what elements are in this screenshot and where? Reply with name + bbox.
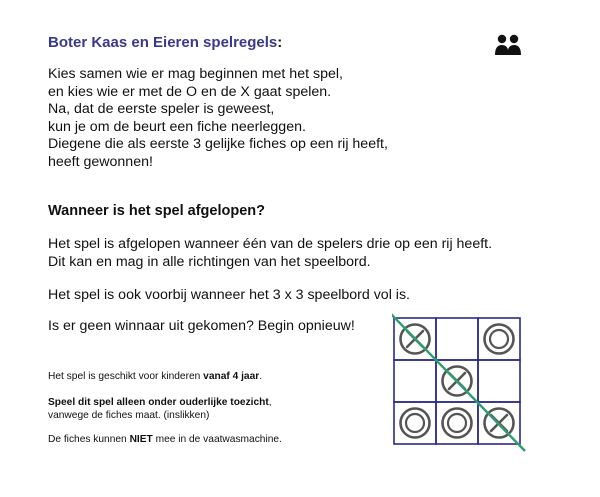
- dishwasher-note-end: mee in de vaatwasmachine.: [152, 434, 282, 445]
- o-piece-ring: [485, 325, 514, 354]
- board-cell: [478, 360, 520, 402]
- age-note-text: Het spel is geschikt voor kinderen: [48, 371, 204, 382]
- o-piece: [448, 414, 466, 432]
- o-piece-ring: [401, 409, 430, 438]
- full-board-line: Het spel is ook voorbij wanneer het 3 x 3 speelbord vol is.: [48, 287, 410, 303]
- board-cell: [436, 318, 478, 360]
- intro-line: Diegene die als eerste 3 gelijke fiches op een rij heeft,: [48, 136, 388, 153]
- supervision-note-bold: Speel dit spel alleen onder ouderlijke toezicht: [48, 397, 269, 408]
- o-piece: [406, 414, 424, 432]
- board-cell: [394, 360, 436, 402]
- intro-paragraph: [48, 66, 388, 172]
- o-piece-ring: [443, 409, 472, 438]
- tic-tac-toe-board: [392, 312, 528, 454]
- end-line: Dit kan en mag in alle richtingen van het speelbord.: [48, 253, 371, 270]
- intro-line: en kies wie er met de O en de X gaat spelen.: [48, 83, 332, 100]
- intro-line: heeft gewonnen!: [48, 153, 153, 170]
- end-heading: Wanneer is het spel afgelopen?: [48, 203, 266, 219]
- supervision-note-comma: ,: [268, 397, 272, 408]
- age-note-bold: vanaf 4 jaar: [203, 371, 260, 382]
- intro-line: kun je om de beurt een fiche neerleggen.: [48, 118, 306, 135]
- dishwasher-note: [48, 434, 282, 447]
- title-colon: :: [277, 34, 283, 51]
- end-line: Het spel is afgelopen wanneer één van de spelers drie op een rij heeft.: [48, 236, 493, 252]
- end-paragraph: [48, 236, 492, 271]
- age-note: [48, 371, 262, 384]
- o-piece: [490, 330, 508, 348]
- intro-line: Na, dat de eerste speler is geweest,: [48, 101, 275, 118]
- dishwasher-note-bold: NIET: [129, 434, 153, 445]
- age-note-end: .: [259, 371, 263, 382]
- no-winner-line: Is er geen winnaar uit gekomen? Begin opnieuw!: [48, 318, 355, 334]
- supervision-note: [48, 397, 272, 422]
- people-icon: [494, 34, 522, 56]
- supervision-note-reason: vanwege de fiches maat. (inslikken): [48, 409, 210, 421]
- dishwasher-note-text: De fiches kunnen: [48, 434, 130, 445]
- title-text: Boter Kaas en Eieren spelregels: [48, 34, 278, 51]
- page-title: [48, 34, 282, 51]
- intro-line: Kies samen wie er mag beginnen met het spel,: [48, 66, 343, 82]
